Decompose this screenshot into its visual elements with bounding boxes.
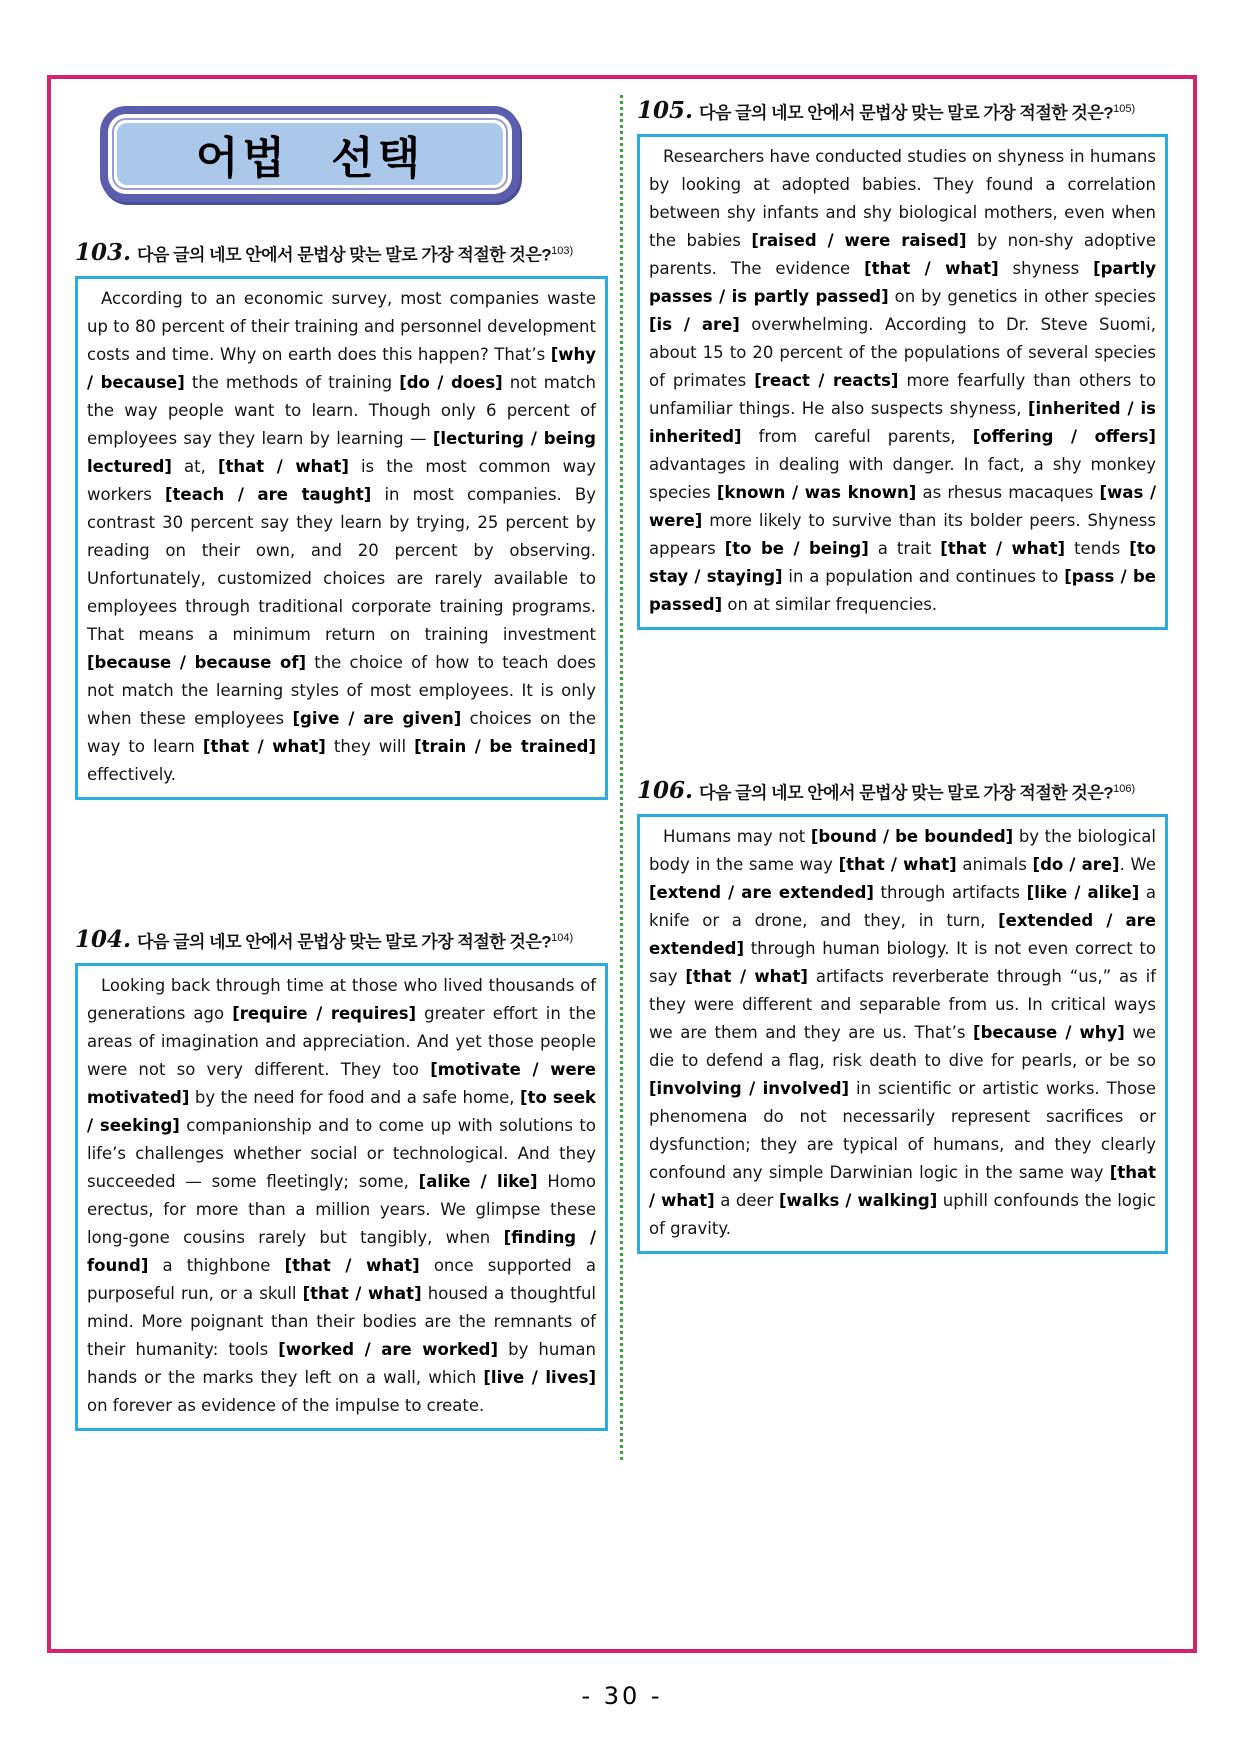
passage-box [75,963,608,1431]
passage-text: Researchers have conducted studies on shyness in humans by looking at adopted babies. They found a correlation between shy infants and shy biological mothers, even when the babies [raised / were raised] by non-shy adoptive parents. The evidence [that / what] shyness [partly passes / is partly passed] on by genetics in other species [is / are] overwhelming. According to Dr. Steve Suomi, about 15 to 20 percent of the populations of several species of primates [react / reacts] more fearfully than others to unfamiliar things. He also suspects shyness, [inherited / is inherited] from careful parents, [offering / offers] advantages in dealing with danger. In fact, a shy monkey species [known / was known] as rhesus macaques [was / were] more likely to survive than its bolder peers. Shyness appears [to be / being] a trait [that / what] tends [to stay / staying] in a population and continues to [pass / be passed] on at similar frequencies. [649,147,1157,615]
question-103-header [75,238,608,269]
question-prompt: 다음 글의 네모 안에서 문법상 맞는 말로 가장 적절한 것은? [699,103,1114,123]
question-104-header [75,925,608,956]
section-title: 어법 선택 [195,134,425,183]
question-prompt: 다음 글의 네모 안에서 문법상 맞는 말로 가장 적절한 것은? [699,783,1114,803]
question-footnote-ref: 105) [1113,103,1136,115]
passage-box [637,814,1168,1254]
page-number: - 30 - [581,1682,663,1710]
question-footnote-ref: 106) [1113,783,1136,795]
question-number: 104. [75,926,132,954]
question-number: 103. [75,239,132,267]
question-footnote-ref: 104) [551,932,574,944]
question-105-header [637,96,1168,127]
passage-box [75,276,608,800]
question-number: 106. [637,777,694,805]
title-box-inner-line [112,118,508,190]
question-prompt: 다음 글의 네모 안에서 문법상 맞는 말로 가장 적절한 것은? [137,245,552,265]
question-prompt: 다음 글의 네모 안에서 문법상 맞는 말로 가장 적절한 것은? [137,932,552,952]
question-104 [75,925,608,1431]
title-box-fill [117,123,503,185]
question-106-header [637,776,1168,807]
passage-text: Looking back through time at those who lived thousands of generations ago [require / requires] greater effort in the areas of imagination and appreciation. And yet those people were not so very different. They too [motivate / were motivated] by the need for food and a safe home, [to seek / seeking] companionship and to come up with solutions to life’s challenges whether social or technological. And they succeeded — some fleetingly; some, [alike / like] Homo erectus, for more than a million years. We glimpse these long-gone cousins rarely but tangibly, when [finding / found] a thighbone [that / what] once supported a purposeful run, or a skull [that / what] housed a thoughtful mind. More poignant than their bodies are the remnants of their humanity: tools [worked / are worked] by human hands or the marks they left on a wall, which [live / lives] on forever as evidence of the impulse to create. [87,976,597,1416]
passage-text: Humans may not [bound / be bounded] by the biological body in the same way [that / what] animals [do / are]. We [extend / are extended] through artifacts [like / alike] a knife or a drone, and they, in turn, [extended / are extended] through human biology. It is not even correct to say [that / what] artifacts reverberate through “us,” as if they were different and separable from us. In critical ways we are them and they are us. That’s [because / why] we die to defend a flag, risk death to dive for pearls, or be so [involving / involved] in scientific or artistic works. Those phenomena do not necessarily represent sacrifices or dysfunction; they are typical of humans, and they clearly confound any simple Darwinian logic in the same way [that / what] a deer [walks / walking] uphill confounds the logic of gravity. [649,827,1157,1239]
section-title-box [100,106,520,202]
question-footnote-ref: 103) [551,245,574,257]
question-106 [637,776,1168,1254]
question-103 [75,238,608,800]
question-105 [637,96,1168,630]
passage-box [637,134,1168,630]
column-divider [620,95,623,1460]
title-box-outline [108,114,512,194]
passage-text: According to an economic survey, most companies waste up to 80 percent of their training and personnel development costs and time. Why on earth does this happen? That’s [why / because] the methods of training [do / does] not match the way people want to learn. Though only 6 percent of employees say they learn by learning — [lecturing / being lectured] at, [that / what] is the most common way workers [teach / are taught] in most companies. By contrast 30 percent say they learn by trying, 25 percent by reading on their own, and 20 percent by observing. Unfortunately, customized choices are rarely available to employees through traditional corporate training programs. That means a minimum return on training investment [because / because of] the choice of how to teach does not match the learning styles of most employees. It is only when these employees [give / are given] choices on the way to learn [that / what] they will [train / be trained] effectively. [87,289,597,785]
question-number: 105. [637,97,694,125]
